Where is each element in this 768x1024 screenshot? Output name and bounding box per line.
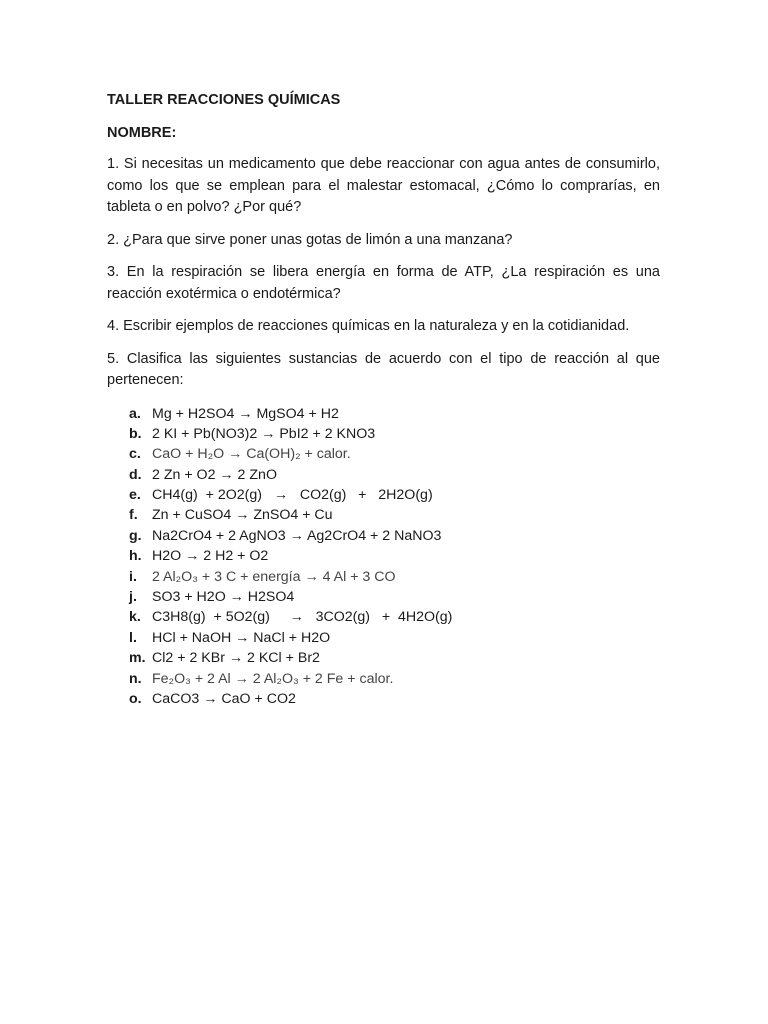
reaction-letter: b. [129,425,142,442]
reaction-letter: g. [129,527,142,544]
reaction-item-d [107,465,660,485]
reaction-letter: a. [129,405,141,422]
reaction-item-i [107,567,660,587]
name-label: NOMBRE: [107,125,177,141]
reaction-equation: Mg + H2SO4 → MgSO4 + H2 [152,405,339,422]
reaction-equation: CH4(g) + 2O2(g) → CO2(g) + 2H2O(g) [152,487,433,504]
reaction-item-k [107,607,660,627]
reaction-equation: 2 KI + Pb(NO3)2 → PbI2 + 2 KNO3 [152,425,376,442]
reaction-letter: m. [129,650,146,667]
question-5: 5. Clasifica las siguientes sustancias de acuerdo con el tipo de reacción al que pertenecen: [107,350,660,388]
question-1: 1. Si necesitas un medicamento que debe reaccionar con agua antes de consumirlo, como los que se emplean para el malestar estomacal, ¿Cómo lo comprarías, en tableta o en polvo? ¿Por qué? [107,156,660,215]
reaction-letter: f. [129,507,138,524]
reaction-equation: H2O → 2 H2 + O2 [152,548,269,565]
reaction-equation: HCl + NaOH → NaCl + H2O [152,629,331,646]
reaction-item-c [107,444,660,464]
reaction-item-g [107,526,660,546]
reaction-item-f [107,505,660,525]
reaction-letter: n. [129,670,142,687]
reaction-equation: CaCO3 → CaO + CO2 [152,690,296,707]
reaction-equation: 2 Zn + O2 → 2 ZnO [152,466,277,483]
reaction-letter: h. [129,548,142,565]
reaction-equation: CaO + H₂O → Ca(OH)₂ + calor. [152,446,351,463]
reaction-item-b [107,424,660,444]
document-page [107,90,660,709]
reaction-equation: Zn + CuSO4 → ZnSO4 + Cu [152,507,333,524]
reaction-item-j [107,587,660,607]
reaction-item-a [107,404,660,424]
reaction-letter: c. [129,446,141,463]
reaction-item-l [107,628,660,648]
reaction-equation: C3H8(g) + 5O2(g) → 3CO2(g) + 4H2O(g) [152,609,453,626]
reaction-letter: i. [129,568,137,585]
question-2: 2. ¿Para que sirve poner unas gotas de limón a una manzana? [107,231,513,248]
reaction-equation: Cl2 + 2 KBr → 2 KCl + Br2 [152,650,320,667]
reaction-equation: Na2CrO4 + 2 AgNO3 → Ag2CrO4 + 2 NaNO3 [152,527,442,544]
reaction-item-n [107,669,660,689]
reaction-list [107,404,660,710]
reaction-letter: d. [129,466,142,483]
reaction-equation: 2 Al₂O₃ + 3 C + energía → 4 Al + 3 CO [152,568,396,585]
reaction-letter: j. [129,589,137,606]
reaction-equation: SO3 + H2O → H2SO4 [152,589,295,606]
reaction-item-o [107,689,660,709]
reaction-letter: l. [129,629,137,646]
question-4: 4. Escribir ejemplos de reacciones químicas en la naturaleza y en la cotidianidad. [107,318,630,334]
reaction-item-m [107,648,660,668]
reaction-item-h [107,546,660,566]
reaction-letter: e. [129,487,141,504]
reaction-item-e [107,485,660,505]
reaction-letter: o. [129,690,142,707]
reaction-equation: Fe₂O₃ + 2 Al → 2 Al₂O₃ + 2 Fe + calor. [152,670,394,687]
document-title: TALLER REACCIONES QUÍMICAS [107,92,341,108]
reaction-letter: k. [129,609,141,626]
question-3: 3. En la respiración se libera energía en forma de ATP, ¿La respiración es una reacción exotérmica o endotérmica? [107,264,660,302]
